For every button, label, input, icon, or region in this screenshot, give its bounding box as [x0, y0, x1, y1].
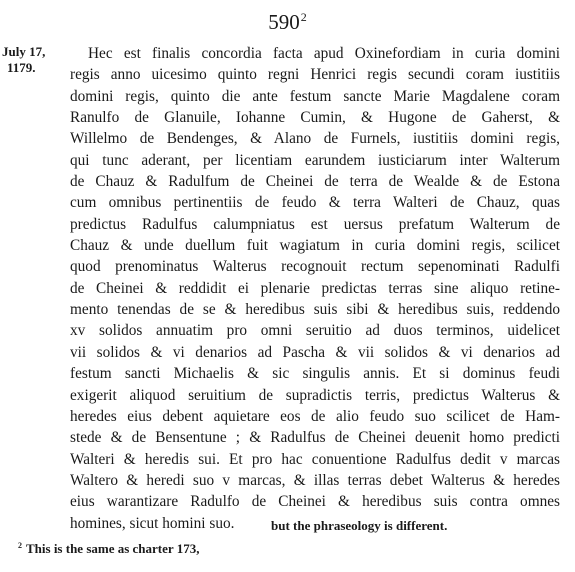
text-line: exigerit aliquod seruitium de supradictis terris, predictus Walterus &: [70, 386, 560, 404]
margin-date-year: 1179.: [7, 60, 36, 75]
text-line: quod prenominatus Walterus recognouit rectum sepenominati Radulfi: [70, 258, 560, 276]
text-line: festum sancti Michaelis & sic singulis annis. Et si dominus feudi: [70, 365, 560, 383]
charter-number-text: 590: [268, 10, 300, 34]
margin-date-day: July 17,: [2, 44, 46, 59]
text-line: vii solidos & vi denarios ad Pascha & vii solidos & vi denarios ad: [70, 343, 560, 361]
text-line: Hec est finalis concordia facta apud Oxinefordiam in curia domini: [88, 45, 560, 62]
text-line: cum omnibus pertinentiis de feudo & terra Walteri de Chauz, quas: [70, 194, 560, 212]
text-line: Ranulfo de Glanuile, Iohanne Cumin, & Hugone de Gaherst, &: [70, 109, 560, 127]
text-line: qui tunc aderant, per licentiam earundem iusticiarum inter Walterum: [70, 151, 560, 169]
text-line: Willelmo de Bendenges, & Alano de Furnels, iustitiis domini regis,: [70, 130, 560, 148]
text-line: Walteri & heredis sui. Et pro hac conuentione Radulfus dedit v marcas: [70, 450, 560, 468]
text-line: de Cheinei & reddidit ei plenarie predictas terras sine aliquo retine-: [70, 279, 560, 297]
text-line: predictus Radulfus calumpniatus est uersus prefatum Walterum de: [70, 215, 560, 233]
footnote-reference: 2: [300, 10, 307, 24]
footnote: [18, 538, 199, 557]
text-line: stede & de Bensentune ; & Radulfus de Cheinei deuenit homo predicti: [70, 429, 560, 447]
text-line: heredes eius debent aquietare eos de alio feudo suo scilicet de Ham-: [70, 407, 560, 425]
footnote-continuation: but the phraseology is different.: [271, 518, 448, 533]
margin-date: [2, 44, 62, 76]
text-line: Chauz & unde duellum fuit wagiatum in curia domini regis, scilicet: [70, 237, 560, 255]
text-line: xv solidos annuatim pro omni seruitio ad duos terminos, uidelicet: [70, 322, 560, 340]
charter-number: [0, 5, 575, 34]
text-line: eius warantizare Radulfo de Cheinei & heredibus suis contra omnes: [70, 493, 560, 511]
text-line: de Chauz & Radulfum de Cheinei de terra de Wealde & de Estona: [70, 173, 560, 191]
text-line: Waltero & heredi suo v marcas, & illas terras debet Walterus & heredes: [70, 471, 560, 489]
footnote-marker: 2: [18, 541, 22, 550]
text-line: regis anno uicesimo quinto regni Henrici regis secundi coram iustitiis: [70, 66, 560, 84]
charter-text: [70, 43, 560, 534]
text-line: mento tenendas de se & heredibus suis sibi & heredibus suis, reddendo: [70, 301, 560, 319]
text-line: domini regis, quinto die ante festum sancte Marie Magdalene coram: [70, 87, 560, 105]
text-line: homines, sicut homini suo.: [70, 514, 235, 532]
footnote-text: This is the same as charter 173,: [26, 541, 200, 556]
